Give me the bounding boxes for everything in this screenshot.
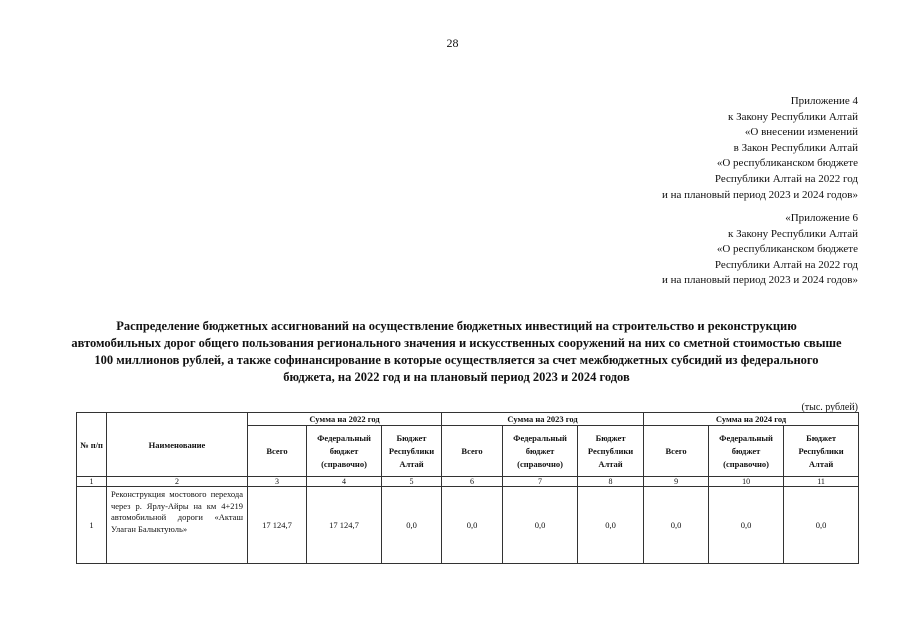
value-2023-total: 0,0 — [442, 487, 503, 564]
appendix-line: и на плановый период 2023 и 2024 годов» — [661, 188, 858, 201]
column-index: 3 — [248, 477, 307, 487]
appendix-line: к Закону Республики Алтай — [728, 227, 858, 240]
appendix-line: «Приложение 6 — [785, 212, 858, 224]
value-2022-total: 17 124,7 — [248, 487, 307, 564]
value-2024-federal: 0,0 — [709, 487, 784, 564]
column-index: 9 — [644, 477, 709, 487]
column-index: 10 — [709, 477, 784, 487]
value-2022-regional: 0,0 — [382, 487, 442, 564]
appendix-4-header — [662, 94, 858, 203]
column-header-federal: Федеральный бюджет (справочно) — [503, 426, 578, 477]
column-header-total: Всего — [248, 426, 307, 477]
appendix-line: и на плановый период 2023 и 2024 годов» — [661, 274, 858, 287]
column-header-number: № п/п — [77, 413, 107, 477]
column-header-federal: Федеральный бюджет (справочно) — [709, 426, 784, 477]
appendix-line: Республики Алтай на 2022 год — [714, 172, 858, 185]
page-number: 28 — [446, 36, 459, 50]
column-header-name: Наименование — [107, 413, 248, 477]
column-header-total: Всего — [442, 426, 503, 477]
value-2024-total: 0,0 — [644, 487, 709, 564]
column-index: 8 — [578, 477, 644, 487]
appendix-line: Республики Алтай на 2022 год — [714, 258, 858, 271]
column-index: 1 — [77, 477, 107, 487]
value-2023-federal: 0,0 — [503, 487, 578, 564]
table-header-row — [77, 413, 859, 426]
column-header-total: Всего — [644, 426, 709, 477]
table-row — [77, 487, 859, 564]
column-header-regional: Бюджет Республики Алтай — [578, 426, 644, 477]
appendix-line: в Закон Республики Алтай — [733, 141, 858, 154]
appendix-line: Приложение 4 — [790, 95, 858, 107]
appendix-line: к Закону Республики Алтай — [728, 110, 858, 123]
column-index: 4 — [307, 477, 382, 487]
value-2022-federal: 17 124,7 — [307, 487, 382, 564]
value-2023-regional: 0,0 — [578, 487, 644, 564]
column-index: 2 — [107, 477, 248, 487]
value-2024-regional: 0,0 — [784, 487, 859, 564]
column-header-year-2023: Сумма на 2023 год — [442, 413, 644, 426]
column-header-regional: Бюджет Республики Алтай — [784, 426, 859, 477]
appendix-line: «О республиканском бюджете — [716, 243, 858, 256]
column-header-year-2024: Сумма на 2024 год — [644, 413, 859, 426]
column-index-row — [77, 477, 859, 487]
column-index: 7 — [503, 477, 578, 487]
column-header-year-2022: Сумма на 2022 год — [248, 413, 442, 426]
appendix-line: «О внесении изменений — [744, 126, 858, 139]
column-header-federal: Федеральный бюджет (справочно) — [307, 426, 382, 477]
units-label: (тыс. рублей) — [801, 402, 858, 413]
budget-table — [76, 412, 859, 564]
row-name: Реконструкция мостового перехода через р. Ярлу-Айры на км 4+219 автомобильной дороги «Акташ Улаган Балыктуюль» — [107, 487, 248, 564]
appendix-line: «О республиканском бюджете — [716, 157, 858, 170]
document-title: Распределение бюджетных ассигнований на осуществление бюджетных инвестиций на строительство и реконструкцию автомобильных дорог общего пользования регионального значения и искусственных сооружений на них со сметной стоимостью свыше 100 миллионов рублей, а также софинансирование в которые осуществляется за счет межбюджетных субсидий из федерального бюджета, на 2022 год и на плановый период 2023 и 2024 годов — [71, 319, 842, 384]
column-index: 5 — [382, 477, 442, 487]
column-header-regional: Бюджет Республики Алтай — [382, 426, 442, 477]
appendix-6-header — [662, 211, 858, 289]
column-index: 6 — [442, 477, 503, 487]
column-index: 11 — [784, 477, 859, 487]
row-number: 1 — [77, 487, 107, 564]
